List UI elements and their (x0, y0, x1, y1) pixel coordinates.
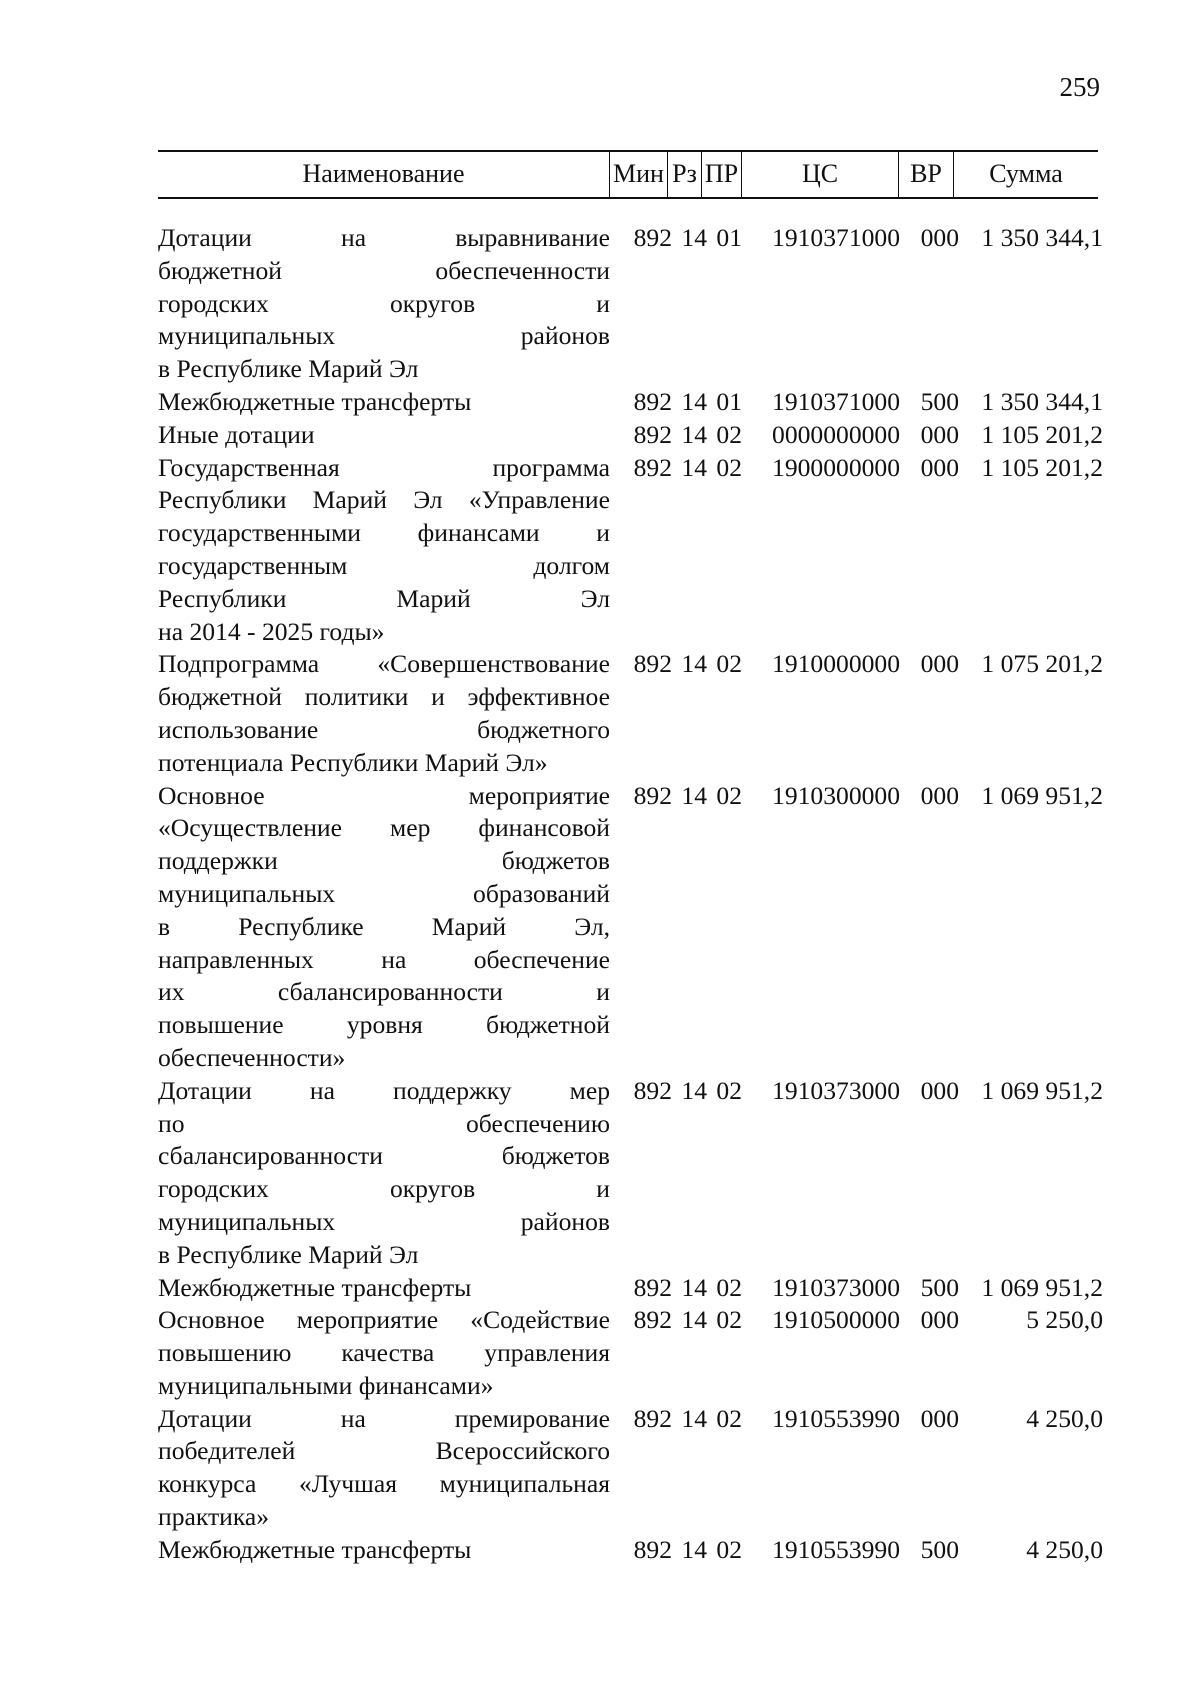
row-name-line: Республики Марий Эл (158, 583, 610, 613)
row-sum: 1 069 951,2 (981, 780, 1103, 810)
row-cs: 1910373000 (772, 1272, 900, 1302)
row-pr: 02 (716, 649, 742, 679)
row-name-line: государственными финансами и (158, 518, 610, 548)
row-name-line: Иные дотации (158, 419, 315, 449)
row-name-line: Межбюджетные трансферты (158, 386, 472, 416)
header-name: Наименование (158, 151, 610, 197)
row-name-line: повышение уровня бюджетной (158, 1010, 610, 1040)
row-cs: 0000000000 (772, 419, 900, 449)
header-bottom-rule (158, 197, 1098, 199)
row-name-line: бюджетной политики и эффективное (158, 682, 610, 712)
header-pr: ПР (702, 151, 742, 197)
row-name (158, 1304, 610, 1402)
row-name-line: Основное мероприятие «Содействие (158, 1305, 610, 1335)
table-row (158, 1403, 1103, 1534)
table-header (158, 151, 1098, 197)
row-pr: 02 (716, 1272, 742, 1302)
row-vr: 000 (920, 1075, 959, 1105)
header-cs: ЦС (742, 151, 899, 197)
row-cs: 1910371000 (772, 386, 900, 416)
row-pr: 01 (716, 223, 742, 252)
row-min: 892 (633, 386, 672, 416)
row-name (158, 780, 610, 1075)
row-rz: 14 (681, 1403, 707, 1433)
row-rz: 14 (681, 1305, 707, 1335)
row-sum: 1 069 951,2 (981, 1075, 1103, 1105)
row-name-line: муниципальных районов (158, 1206, 610, 1236)
row-name-line: городских округов и (158, 1174, 610, 1204)
row-name-line: муниципальных образований (158, 878, 610, 908)
row-pr: 02 (716, 1075, 742, 1105)
row-min: 892 (633, 1305, 672, 1335)
row-min: 892 (633, 452, 672, 482)
row-rz: 14 (681, 1272, 707, 1302)
row-name-line: государственным долгом (158, 550, 610, 580)
row-rz: 14 (681, 419, 707, 449)
row-cs: 1910371000 (772, 223, 900, 252)
row-min: 892 (633, 1403, 672, 1433)
row-vr: 000 (920, 649, 959, 679)
row-name-line: бюджетной обеспеченности (158, 255, 610, 285)
header-min: Мин (610, 151, 668, 197)
row-name (158, 1403, 610, 1534)
row-name-line: Дотации на премирование (158, 1403, 610, 1433)
row-name (158, 648, 610, 779)
row-sum: 1 105 201,2 (981, 419, 1103, 449)
row-sum: 1 350 344,1 (981, 386, 1103, 416)
table-row (158, 1304, 1103, 1402)
row-pr: 01 (716, 386, 742, 416)
row-pr: 02 (716, 1403, 742, 1433)
row-min: 892 (633, 419, 672, 449)
row-rz: 14 (681, 386, 707, 416)
row-name-line: Подпрограмма «Совершенствование (158, 649, 610, 679)
row-name-line: Дотации на поддержку мер (158, 1075, 610, 1105)
row-name-line: практика» (158, 1502, 270, 1532)
row-pr: 02 (716, 419, 742, 449)
row-name (158, 1272, 610, 1305)
row-rz: 14 (681, 1534, 707, 1564)
row-vr: 500 (920, 1534, 959, 1564)
row-rz: 14 (681, 223, 707, 252)
row-sum: 1 350 344,1 (981, 223, 1103, 252)
page-number: 259 (1059, 72, 1100, 102)
row-name-line: победителей Всероссийского (158, 1436, 610, 1466)
row-name-line: их сбалансированности и (158, 977, 610, 1007)
row-name-line: муниципальными финансами» (158, 1370, 494, 1400)
row-cs: 1910000000 (772, 649, 900, 679)
row-name (158, 386, 610, 419)
row-pr: 02 (716, 1305, 742, 1335)
row-vr: 500 (920, 386, 959, 416)
row-vr: 000 (920, 223, 959, 252)
row-name (158, 419, 610, 452)
row-name-line: направленных на обеспечение (158, 944, 610, 974)
row-sum: 1 105 201,2 (981, 452, 1103, 482)
row-name (158, 452, 610, 649)
row-vr: 000 (920, 1305, 959, 1335)
table-row (158, 780, 1103, 1075)
table-row (158, 452, 1103, 649)
table-row (158, 1534, 1103, 1567)
row-vr: 000 (920, 780, 959, 810)
row-name-line: на 2014 - 2025 годы» (158, 616, 385, 646)
row-name-line: в Республике Марий Эл (158, 1239, 419, 1269)
row-name-line: Основное мероприятие (158, 780, 610, 810)
row-vr: 500 (920, 1272, 959, 1302)
row-pr: 02 (716, 1534, 742, 1564)
table-row (158, 1272, 1103, 1305)
table-row (158, 419, 1103, 452)
row-name-line: в Республике Марий Эл (158, 354, 419, 384)
row-cs: 1910300000 (772, 780, 900, 810)
row-name-line: использование бюджетного (158, 714, 610, 744)
row-min: 892 (633, 649, 672, 679)
row-rz: 14 (681, 1075, 707, 1105)
row-name-line: Дотации на выравнивание (158, 223, 610, 252)
header-rz: Рз (668, 151, 702, 197)
row-min: 892 (633, 1075, 672, 1105)
row-name-line: повышению качества управления (158, 1338, 610, 1368)
row-name-line: по обеспечению (158, 1108, 610, 1138)
row-vr: 000 (920, 1403, 959, 1433)
row-vr: 000 (920, 452, 959, 482)
row-rz: 14 (681, 649, 707, 679)
row-cs: 1910553990 (772, 1534, 900, 1564)
row-sum: 1 075 201,2 (981, 649, 1103, 679)
row-name-line: в Республике Марий Эл, (158, 911, 610, 941)
row-min: 892 (633, 1534, 672, 1564)
table-row (158, 222, 1103, 386)
table-body (158, 222, 1103, 1567)
row-name-line: поддержки бюджетов (158, 846, 610, 876)
table-row (158, 1075, 1103, 1272)
row-sum: 5 250,0 (1026, 1305, 1103, 1335)
row-cs: 1910553990 (772, 1403, 900, 1433)
table-row (158, 386, 1103, 419)
row-name-line: Межбюджетные трансферты (158, 1272, 472, 1302)
row-sum: 1 069 951,2 (981, 1272, 1103, 1302)
row-cs: 1910373000 (772, 1075, 900, 1105)
header-sum: Сумма (989, 159, 1063, 188)
row-min: 892 (633, 780, 672, 810)
row-name-line: Государственная программа (158, 452, 610, 482)
row-name-line: конкурса «Лучшая муниципальная (158, 1469, 610, 1499)
table-row (158, 648, 1103, 779)
row-name (158, 1534, 610, 1567)
row-min: 892 (633, 1272, 672, 1302)
row-name-line: Республики Марий Эл «Управление (158, 485, 610, 515)
row-name (158, 1075, 610, 1272)
row-min: 892 (633, 223, 672, 252)
row-cs: 1900000000 (772, 452, 900, 482)
header-vr: ВР (899, 151, 954, 197)
row-cs: 1910500000 (772, 1305, 900, 1335)
row-name-line: «Осуществление мер финансовой (158, 813, 610, 843)
row-name-line: городских округов и (158, 288, 610, 318)
row-vr: 000 (920, 419, 959, 449)
row-name-line: муниципальных районов (158, 321, 610, 351)
row-sum: 4 250,0 (1026, 1534, 1103, 1564)
row-name-line: обеспеченности» (158, 1042, 346, 1072)
row-sum: 4 250,0 (1026, 1403, 1103, 1433)
row-rz: 14 (681, 780, 707, 810)
row-pr: 02 (716, 452, 742, 482)
row-name-line: сбалансированности бюджетов (158, 1141, 610, 1171)
row-name-line: потенциала Республики Марий Эл» (158, 747, 548, 777)
row-pr: 02 (716, 780, 742, 810)
row-name-line: Межбюджетные трансферты (158, 1534, 472, 1564)
row-name (158, 222, 610, 386)
row-rz: 14 (681, 452, 707, 482)
